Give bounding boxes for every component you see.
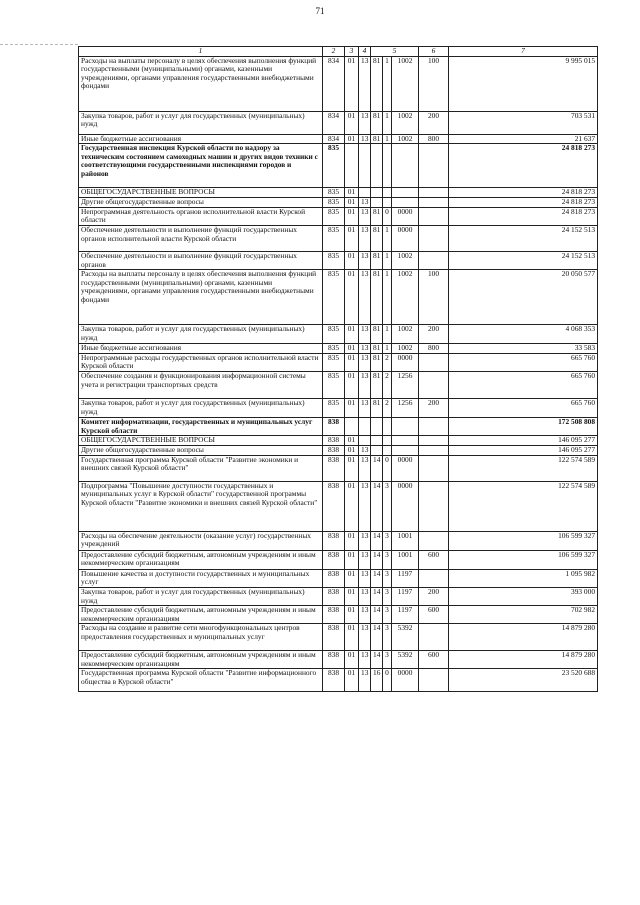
program-code-cell: 81: [371, 270, 383, 325]
expense-type-cell: [419, 669, 449, 692]
subprogram-code-cell: 3: [383, 651, 392, 669]
subsection-code-cell: 13: [359, 550, 371, 569]
subsection-code-cell: [359, 417, 371, 435]
ministry-code-cell: 835: [323, 371, 345, 398]
ministry-code-cell: 838: [323, 587, 345, 605]
subprogram-code-cell: 2: [383, 353, 392, 371]
program-code-cell: [371, 144, 383, 188]
subsection-code-cell: 13: [359, 651, 371, 669]
table-row: [79, 587, 598, 605]
row-name-cell: Подпрограмма "Повышение доступности государственных и муниципальных услуг в Курской области" государственной программы Курской области "Развитие экономики и внешних связей Курской области": [79, 481, 323, 531]
table-row: [79, 436, 598, 446]
row-name-cell: Предоставление субсидий бюджетным, автономным учреждениям и иным некоммерческим организациям: [79, 606, 323, 624]
section-code-cell: [345, 144, 359, 188]
header-cell: 5: [371, 47, 419, 57]
page-number: 71: [315, 6, 325, 16]
header-cell: 6: [419, 47, 449, 57]
table-row: [79, 325, 598, 344]
expense-type-cell: 600: [419, 606, 449, 624]
subprogram-code-cell: 1: [383, 325, 392, 344]
program-code-cell: 81: [371, 344, 383, 354]
subsection-code-cell: 13: [359, 455, 371, 481]
ministry-code-cell: 838: [323, 436, 345, 446]
direction-code-cell: [392, 144, 419, 188]
ministry-code-cell: 838: [323, 669, 345, 692]
amount-cell: 24 818 273: [449, 207, 598, 225]
direction-code-cell: 0000: [392, 225, 419, 251]
section-code-cell: 01: [345, 455, 359, 481]
subsection-code-cell: 13: [359, 669, 371, 692]
subsection-code-cell: 13: [359, 446, 371, 456]
subprogram-code-cell: 3: [383, 606, 392, 624]
section-code-cell: 01: [345, 569, 359, 587]
ministry-code-cell: 838: [323, 624, 345, 651]
subsection-code-cell: 13: [359, 569, 371, 587]
ministry-code-cell: 835: [323, 225, 345, 251]
row-name-cell: Иные бюджетные ассигнования: [79, 134, 323, 144]
direction-code-cell: 0000: [392, 207, 419, 225]
amount-cell: 146 095 277: [449, 436, 598, 446]
program-code-cell: 14: [371, 550, 383, 569]
expense-type-cell: 100: [419, 270, 449, 325]
subprogram-code-cell: 3: [383, 481, 392, 531]
expense-type-cell: [419, 207, 449, 225]
ministry-code-cell: 835: [323, 198, 345, 208]
direction-code-cell: 5392: [392, 651, 419, 669]
table-row: [79, 207, 598, 225]
ministry-code-cell: 835: [323, 325, 345, 344]
ministry-code-cell: 835: [323, 270, 345, 325]
amount-cell: 393 000: [449, 587, 598, 605]
section-code-cell: 01: [345, 225, 359, 251]
program-code-cell: 81: [371, 225, 383, 251]
row-name-cell: Государственная программа Курской области "Развитие экономики и внешних связей Курской области": [79, 455, 323, 481]
expense-type-cell: [419, 188, 449, 198]
subsection-code-cell: 13: [359, 56, 371, 111]
row-name-cell: Обеспечение деятельности и выполнение функций государственных органов: [79, 251, 323, 269]
direction-code-cell: [392, 417, 419, 435]
direction-code-cell: 0000: [392, 455, 419, 481]
subprogram-code-cell: [383, 436, 392, 446]
header-cell: 4: [359, 47, 371, 57]
expense-type-cell: [419, 144, 449, 188]
section-code-cell: 01: [345, 270, 359, 325]
subsection-code-cell: 13: [359, 325, 371, 344]
subprogram-code-cell: [383, 417, 392, 435]
row-name-cell: Предоставление субсидий бюджетным, автономным учреждениям и иным некоммерческим организациям: [79, 550, 323, 569]
table-row: [79, 134, 598, 144]
subprogram-code-cell: 1: [383, 270, 392, 325]
direction-code-cell: 1197: [392, 606, 419, 624]
section-code-cell: 01: [345, 651, 359, 669]
subsection-code-cell: 13: [359, 398, 371, 417]
ministry-code-cell: 835: [323, 207, 345, 225]
direction-code-cell: 1001: [392, 531, 419, 550]
section-code-cell: 01: [345, 669, 359, 692]
subprogram-code-cell: 1: [383, 134, 392, 144]
table-row: [79, 188, 598, 198]
section-code-cell: 01: [345, 481, 359, 531]
subprogram-code-cell: [383, 188, 392, 198]
ministry-code-cell: 835: [323, 353, 345, 371]
direction-code-cell: 1002: [392, 111, 419, 134]
expense-type-cell: [419, 446, 449, 456]
expense-type-cell: [419, 198, 449, 208]
program-code-cell: 14: [371, 569, 383, 587]
section-code-cell: 01: [345, 436, 359, 446]
table-body: [79, 56, 598, 692]
ministry-code-cell: 838: [323, 550, 345, 569]
direction-code-cell: 1256: [392, 398, 419, 417]
section-code-cell: 01: [345, 371, 359, 398]
program-code-cell: 81: [371, 134, 383, 144]
program-code-cell: 14: [371, 455, 383, 481]
amount-cell: 1 095 982: [449, 569, 598, 587]
ministry-code-cell: 835: [323, 251, 345, 269]
row-name-cell: Обеспечение создания и функционирования информационной системы учета и регистрации транспортных средств: [79, 371, 323, 398]
amount-cell: 20 050 577: [449, 270, 598, 325]
ministry-code-cell: 838: [323, 569, 345, 587]
row-name-cell: ОБЩЕГОСУДАРСТВЕННЫЕ ВОПРОСЫ: [79, 436, 323, 446]
subprogram-code-cell: 1: [383, 251, 392, 269]
header-cell: 7: [449, 47, 598, 57]
amount-cell: 702 982: [449, 606, 598, 624]
table-row: [79, 569, 598, 587]
table-row: [79, 606, 598, 624]
amount-cell: 9 995 015: [449, 56, 598, 111]
ministry-code-cell: 838: [323, 446, 345, 456]
amount-cell: 24 818 273: [449, 188, 598, 198]
direction-code-cell: 0000: [392, 669, 419, 692]
subprogram-code-cell: 0: [383, 455, 392, 481]
direction-code-cell: 1002: [392, 270, 419, 325]
expense-type-cell: 200: [419, 111, 449, 134]
expense-type-cell: [419, 531, 449, 550]
section-code-cell: 01: [345, 134, 359, 144]
amount-cell: 4 068 353: [449, 325, 598, 344]
subprogram-code-cell: 2: [383, 371, 392, 398]
program-code-cell: [371, 198, 383, 208]
table-row: [79, 353, 598, 371]
subsection-code-cell: 13: [359, 353, 371, 371]
subprogram-code-cell: 3: [383, 587, 392, 605]
subsection-code-cell: 13: [359, 207, 371, 225]
section-code-cell: 01: [345, 188, 359, 198]
program-code-cell: 81: [371, 111, 383, 134]
program-code-cell: 14: [371, 531, 383, 550]
table-row: [79, 398, 598, 417]
section-code-cell: 01: [345, 198, 359, 208]
table-row: [79, 344, 598, 354]
subsection-code-cell: 13: [359, 270, 371, 325]
row-name-cell: Государственная программа Курской области "Развитие информационного общества в Курской области": [79, 669, 323, 692]
subprogram-code-cell: 0: [383, 669, 392, 692]
direction-code-cell: [392, 188, 419, 198]
expense-type-cell: 800: [419, 344, 449, 354]
amount-cell: 122 574 589: [449, 481, 598, 531]
scan-edge-line: [0, 44, 78, 45]
program-code-cell: [371, 436, 383, 446]
table-row: [79, 455, 598, 481]
ministry-code-cell: 834: [323, 56, 345, 111]
expense-type-cell: 200: [419, 587, 449, 605]
program-code-cell: 81: [371, 56, 383, 111]
section-code-cell: 01: [345, 325, 359, 344]
amount-cell: 21 637: [449, 134, 598, 144]
program-code-cell: 81: [371, 325, 383, 344]
row-name-cell: Непрограммная деятельность органов исполнительной власти Курской области: [79, 207, 323, 225]
table-row: [79, 481, 598, 531]
subprogram-code-cell: 2: [383, 398, 392, 417]
row-name-cell: Закупка товаров, работ и услуг для государственных (муниципальных) нужд: [79, 398, 323, 417]
expense-type-cell: [419, 225, 449, 251]
expense-type-cell: 600: [419, 651, 449, 669]
row-name-cell: ОБЩЕГОСУДАРСТВЕННЫЕ ВОПРОСЫ: [79, 188, 323, 198]
row-name-cell: Обеспечение деятельности и выполнение функций государственных органов исполнительной власти Курской области: [79, 225, 323, 251]
program-code-cell: 81: [371, 207, 383, 225]
table-row: [79, 531, 598, 550]
expense-type-cell: [419, 455, 449, 481]
subprogram-code-cell: 3: [383, 531, 392, 550]
section-code-cell: 01: [345, 398, 359, 417]
section-code-cell: 01: [345, 56, 359, 111]
ministry-code-cell: 835: [323, 144, 345, 188]
subsection-code-cell: 13: [359, 531, 371, 550]
program-code-cell: [371, 417, 383, 435]
program-code-cell: [371, 446, 383, 456]
subsection-code-cell: 13: [359, 481, 371, 531]
subsection-code-cell: 13: [359, 111, 371, 134]
ministry-code-cell: 838: [323, 481, 345, 531]
header-cell: 2: [323, 47, 345, 57]
direction-code-cell: [392, 198, 419, 208]
subprogram-code-cell: 1: [383, 344, 392, 354]
row-name-cell: Повышение качества и доступности государственных и муниципальных услуг: [79, 569, 323, 587]
ministry-code-cell: 838: [323, 606, 345, 624]
ministry-code-cell: 838: [323, 651, 345, 669]
subsection-code-cell: 13: [359, 344, 371, 354]
row-name-cell: Иные бюджетные ассигнования: [79, 344, 323, 354]
amount-cell: 24 152 513: [449, 251, 598, 269]
subsection-code-cell: [359, 436, 371, 446]
amount-cell: 146 095 277: [449, 446, 598, 456]
section-code-cell: 01: [345, 446, 359, 456]
subprogram-code-cell: 3: [383, 624, 392, 651]
row-name-cell: Закупка товаров, работ и услуг для государственных (муниципальных) нужд: [79, 587, 323, 605]
subprogram-code-cell: 1: [383, 225, 392, 251]
row-name-cell: Расходы на выплаты персоналу в целях обеспечения выполнения функций государственными (муниципальными) органами, казенными учреждениями, органами управления государственными внебюджетными фондами: [79, 56, 323, 111]
ministry-code-cell: 838: [323, 455, 345, 481]
subsection-code-cell: 13: [359, 624, 371, 651]
program-code-cell: 81: [371, 353, 383, 371]
direction-code-cell: 1002: [392, 251, 419, 269]
table-row: [79, 446, 598, 456]
ministry-code-cell: 834: [323, 134, 345, 144]
table-row: [79, 198, 598, 208]
direction-code-cell: 1001: [392, 550, 419, 569]
ministry-code-cell: 835: [323, 344, 345, 354]
program-code-cell: 14: [371, 624, 383, 651]
subprogram-code-cell: [383, 144, 392, 188]
subprogram-code-cell: 1: [383, 56, 392, 111]
expense-type-cell: [419, 481, 449, 531]
subsection-code-cell: 13: [359, 587, 371, 605]
expense-type-cell: 200: [419, 325, 449, 344]
ministry-code-cell: 834: [323, 111, 345, 134]
subsection-code-cell: 13: [359, 371, 371, 398]
amount-cell: 172 508 808: [449, 417, 598, 435]
subprogram-code-cell: 1: [383, 111, 392, 134]
direction-code-cell: 1002: [392, 344, 419, 354]
program-code-cell: 14: [371, 481, 383, 531]
table-row: [79, 251, 598, 269]
table-row: [79, 624, 598, 651]
program-code-cell: [371, 188, 383, 198]
subprogram-code-cell: 3: [383, 569, 392, 587]
expense-type-cell: 200: [419, 398, 449, 417]
expense-type-cell: [419, 436, 449, 446]
program-code-cell: 16: [371, 669, 383, 692]
program-code-cell: 81: [371, 398, 383, 417]
section-code-cell: 01: [345, 207, 359, 225]
row-name-cell: Непрограммные расходы государственных органов исполнительной власти Курской области: [79, 353, 323, 371]
table-row: [79, 371, 598, 398]
row-name-cell: Другие общегосударственные вопросы: [79, 446, 323, 456]
ministry-code-cell: 838: [323, 531, 345, 550]
table-row: [79, 417, 598, 435]
section-code-cell: 01: [345, 550, 359, 569]
section-code-cell: 01: [345, 251, 359, 269]
direction-code-cell: 1002: [392, 56, 419, 111]
ministry-code-cell: 835: [323, 398, 345, 417]
table-row: [79, 651, 598, 669]
direction-code-cell: 1197: [392, 569, 419, 587]
header-cell: 1: [79, 47, 323, 57]
table-row: [79, 111, 598, 134]
amount-cell: 665 760: [449, 371, 598, 398]
section-code-cell: [345, 417, 359, 435]
expense-type-cell: [419, 417, 449, 435]
expense-type-cell: 100: [419, 56, 449, 111]
section-code-cell: 01: [345, 624, 359, 651]
section-code-cell: 01: [345, 531, 359, 550]
amount-cell: 122 574 589: [449, 455, 598, 481]
subprogram-code-cell: 3: [383, 550, 392, 569]
direction-code-cell: 0000: [392, 353, 419, 371]
expense-type-cell: [419, 569, 449, 587]
section-code-cell: 01: [345, 344, 359, 354]
section-code-cell: 01: [345, 353, 359, 371]
row-name-cell: Закупка товаров, работ и услуг для государственных (муниципальных) нужд: [79, 111, 323, 134]
section-code-cell: 01: [345, 606, 359, 624]
program-code-cell: 81: [371, 371, 383, 398]
expense-type-cell: 600: [419, 550, 449, 569]
expense-type-cell: [419, 251, 449, 269]
header-cell: 3: [345, 47, 359, 57]
subsection-code-cell: 13: [359, 225, 371, 251]
expense-type-cell: [419, 371, 449, 398]
table-row: [79, 270, 598, 325]
direction-code-cell: 5392: [392, 624, 419, 651]
row-name-cell: Закупка товаров, работ и услуг для государственных (муниципальных) нужд: [79, 325, 323, 344]
row-name-cell: Расходы на создание и развитие сети многофункциональных центров предоставления государственных и муниципальных услуг: [79, 624, 323, 651]
table-header-row: [79, 47, 598, 57]
amount-cell: 703 531: [449, 111, 598, 134]
subsection-code-cell: 13: [359, 606, 371, 624]
budget-table: [78, 46, 598, 692]
subsection-code-cell: [359, 188, 371, 198]
subprogram-code-cell: [383, 446, 392, 456]
table-row: [79, 144, 598, 188]
amount-cell: 14 879 280: [449, 624, 598, 651]
direction-code-cell: 1197: [392, 587, 419, 605]
subprogram-code-cell: 0: [383, 207, 392, 225]
amount-cell: 24 818 273: [449, 144, 598, 188]
expense-type-cell: [419, 624, 449, 651]
direction-code-cell: [392, 436, 419, 446]
row-name-cell: Другие общегосударственные вопросы: [79, 198, 323, 208]
subsection-code-cell: 13: [359, 134, 371, 144]
row-name-cell: Расходы на обеспечение деятельности (оказание услуг) государственных учреждений: [79, 531, 323, 550]
subprogram-code-cell: [383, 198, 392, 208]
table-row: [79, 550, 598, 569]
amount-cell: 24 152 513: [449, 225, 598, 251]
direction-code-cell: 1002: [392, 325, 419, 344]
direction-code-cell: [392, 446, 419, 456]
program-code-cell: 14: [371, 651, 383, 669]
amount-cell: 665 760: [449, 398, 598, 417]
table-row: [79, 225, 598, 251]
amount-cell: 106 599 327: [449, 550, 598, 569]
program-code-cell: 14: [371, 587, 383, 605]
row-name-cell: Комитет информатизации, государственных и муниципальных услуг Курской области: [79, 417, 323, 435]
expense-type-cell: [419, 353, 449, 371]
subsection-code-cell: [359, 144, 371, 188]
amount-cell: 665 760: [449, 353, 598, 371]
program-code-cell: 14: [371, 606, 383, 624]
section-code-cell: 01: [345, 111, 359, 134]
row-name-cell: Расходы на выплаты персоналу в целях обеспечения выполнения функций государственными (муниципальными) органами, казенными учреждениями, органами управления государственными внебюджетными фондами: [79, 270, 323, 325]
amount-cell: 33 583: [449, 344, 598, 354]
table-row: [79, 56, 598, 111]
table-row: [79, 669, 598, 692]
row-name-cell: Государственная инспекция Курской области по надзору за техническим состоянием самоходных машин и других видов техники с соответствующими государственными инспекциями городов и районов: [79, 144, 323, 188]
amount-cell: 106 599 327: [449, 531, 598, 550]
subsection-code-cell: 13: [359, 251, 371, 269]
expense-type-cell: 800: [419, 134, 449, 144]
direction-code-cell: 1256: [392, 371, 419, 398]
amount-cell: 14 879 280: [449, 651, 598, 669]
amount-cell: 24 818 273: [449, 198, 598, 208]
direction-code-cell: 0000: [392, 481, 419, 531]
ministry-code-cell: 835: [323, 188, 345, 198]
ministry-code-cell: 838: [323, 417, 345, 435]
direction-code-cell: 1002: [392, 134, 419, 144]
section-code-cell: 01: [345, 587, 359, 605]
row-name-cell: Предоставление субсидий бюджетным, автономным учреждениям и иным некоммерческим организациям: [79, 651, 323, 669]
subsection-code-cell: 13: [359, 198, 371, 208]
program-code-cell: 81: [371, 251, 383, 269]
amount-cell: 23 520 688: [449, 669, 598, 692]
